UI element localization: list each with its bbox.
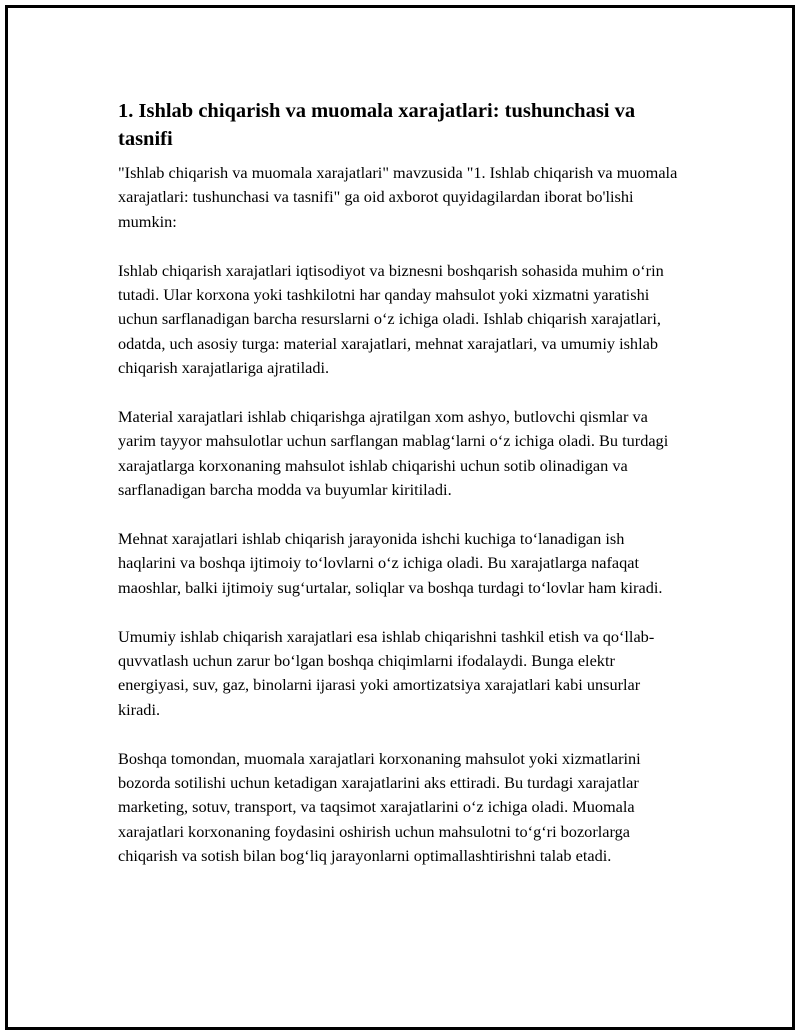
overhead-costs-paragraph: Umumiy ishlab chiqarish xarajatlari esa ishlab chiqarishni tashkil etish va qo‘llab-quvvatlash uchun zarur bo‘lgan boshqa chiqimlarni ifodalaydi. Bunga elektr energiyasi, suv, gaz, binolarni ijarasi yoki amortizatsiya xarajatlari kabi unsurlar kiradi.	[118, 626, 655, 719]
page-frame	[5, 5, 795, 1030]
document-title: 1. Ishlab chiqarish va muomala xarajatlari: tushunchasi va tasnifi	[118, 100, 636, 150]
document-body	[118, 97, 678, 893]
distribution-costs-paragraph: Boshqa tomondan, muomala xarajatlari korxonaning mahsulot yoki xizmatlarini bozorda sotilishi uchun ketadigan xarajatlarini aks ettiradi. Bu turdagi xarajatlar marketing, sotuv, transport, va taqsimot xarajatlarini o‘z ichiga oladi. Muomala xarajatlari korxonaning foydasini oshirish uchun mahsulotni to‘g‘ri bozorlarga chiqarish va sotish bilan bog‘liq jarayonlarni optimallashtirishni talab etadi.	[118, 748, 641, 866]
material-costs-paragraph: Material xarajatlari ishlab chiqarishga ajratilgan xom ashyo, butlovchi qismlar va yarim tayyor mahsulotlar uchun sarflangan mablag‘larni o‘z ichiga oladi. Bu turdagi xarajatlarga korxonaning mahsulot ishlab chiqarishi uchun sotib olinadigan va sarflanadigan barcha modda va buyumlar kiritiladi.	[118, 407, 669, 500]
production-costs-paragraph: Ishlab chiqarish xarajatlari iqtisodiyot va biznesni boshqarish sohasida muhim o‘rin tutadi. Ular korxona yoki tashkilotni har qanday mahsulot yoki xizmatni yaratishi uchun sarflanadigan barcha resurslarni o‘z ichiga oladi. Ishlab chiqarish xarajatlari, odatda, uch asosiy turga: material xarajatlari, mehnat xarajatlari, va umumiy ishlab chiqarish xarajatlariga ajratiladi.	[118, 260, 664, 378]
labor-costs-paragraph: Mehnat xarajatlari ishlab chiqarish jarayonida ishchi kuchiga to‘lanadigan ish haqlarini va boshqa ijtimoiy to‘lovlarni o‘z ichiga oladi. Bu xarajatlarga nafaqat maoshlar, balki ijtimoiy sug‘urtalar, soliqlar va boshqa turdagi to‘lovlar ham kiradi.	[118, 529, 663, 597]
intro-paragraph: "Ishlab chiqarish va muomala xarajatlari" mavzusida "1. Ishlab chiqarish va muomala xarajatlari: tushunchasi va tasnifi" ga oid axborot quyidagilardan iborat bo'lishi mumkin:	[118, 163, 678, 231]
